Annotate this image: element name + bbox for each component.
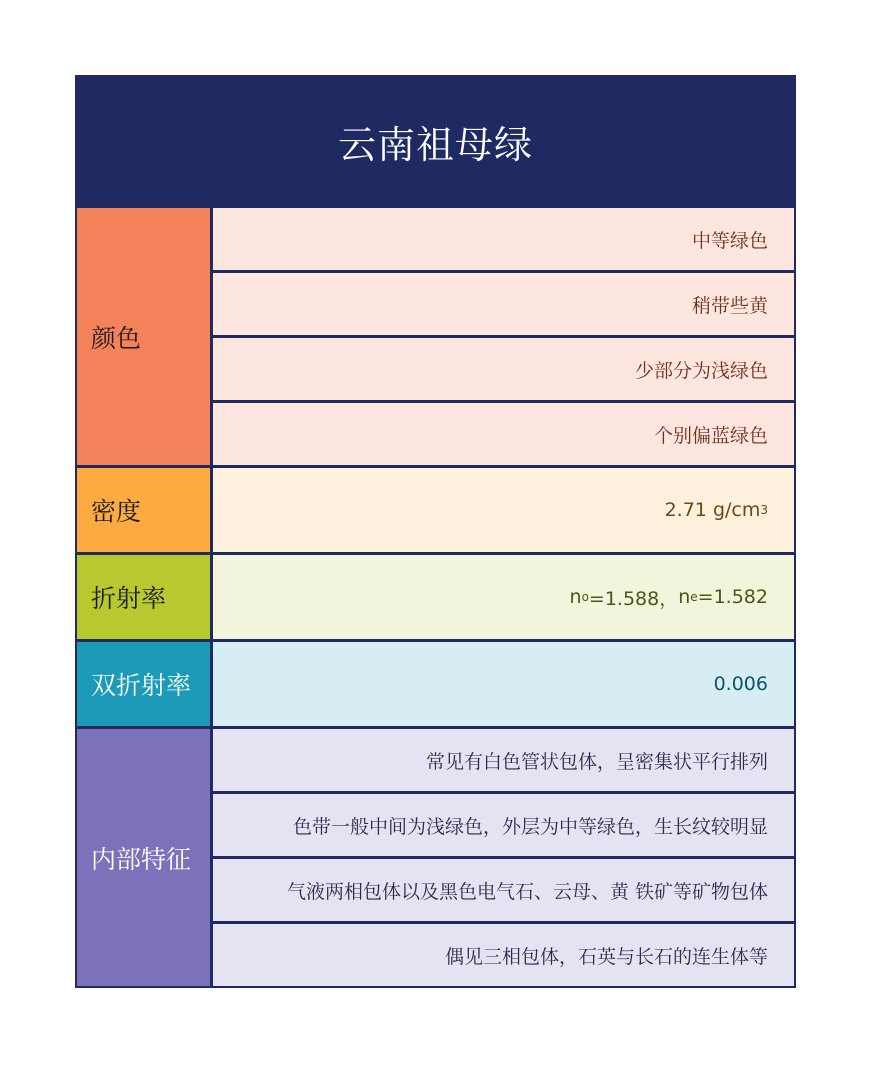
internal-features-section	[77, 726, 794, 986]
birefringence-section	[77, 639, 794, 726]
density-section	[77, 465, 794, 552]
no-symbol: n	[569, 586, 582, 608]
color-value: 稍带些黄	[213, 270, 794, 335]
color-value: 少部分为浅绿色	[213, 335, 794, 400]
birefringence-label: 双折射率	[77, 642, 213, 726]
table-title: 云南祖母绿	[337, 122, 533, 167]
ne-subscript: e	[690, 590, 698, 604]
internal-feature-value: 气液两相包体以及黑色电气石、云母、黄 铁矿等矿物包体	[213, 856, 794, 921]
density-label: 密度	[77, 468, 213, 552]
internal-features-label: 内部特征	[77, 729, 213, 986]
density-unit-exponent: 3	[760, 503, 768, 517]
ne-symbol: n	[678, 586, 691, 608]
no-subscript: o	[581, 590, 589, 604]
refractive-index-section	[77, 552, 794, 639]
internal-feature-value: 偶见三相包体，石英与长石的连生体等	[213, 921, 794, 986]
density-value	[213, 468, 794, 552]
color-value: 中等绿色	[213, 208, 794, 270]
internal-feature-value: 色带一般中间为浅绿色，外层为中等绿色，生长纹较明显	[213, 791, 794, 856]
emerald-properties-table	[75, 75, 796, 988]
ne-value: =1.582	[697, 586, 768, 608]
density-number: 2.71 g/cm	[664, 499, 761, 521]
birefringence-value: 0.006	[213, 642, 794, 726]
color-label: 颜色	[77, 208, 213, 465]
color-values	[213, 208, 794, 465]
refractive-index-value	[213, 555, 794, 639]
refractive-index-label: 折射率	[77, 555, 213, 639]
color-value: 个别偏蓝绿色	[213, 400, 794, 465]
internal-feature-value: 常见有白色管状包体，呈密集状平行排列	[213, 729, 794, 791]
internal-features-values	[213, 729, 794, 986]
color-section	[77, 205, 794, 465]
no-value: =1.588，	[588, 587, 679, 610]
